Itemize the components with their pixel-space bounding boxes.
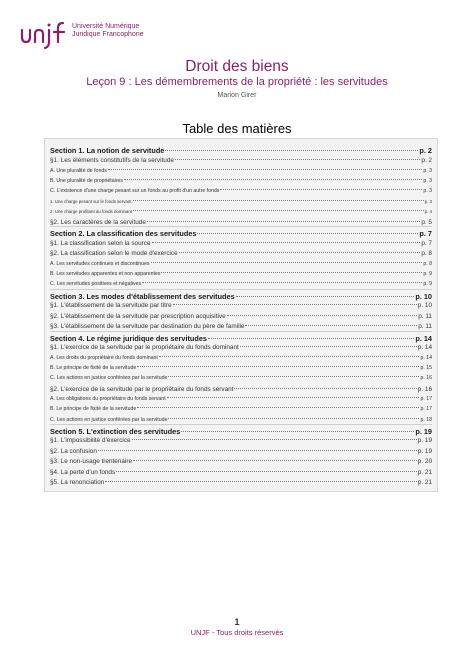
toc-leader-dots — [152, 242, 421, 243]
toc-leader-dots — [165, 150, 418, 151]
toc-leader-dots — [208, 338, 414, 339]
logo-caption — [72, 23, 144, 39]
toc-entry-title: B. Les servitudes apparentes et non apparentes — [50, 270, 161, 277]
toc-entry[interactable] — [50, 250, 432, 257]
toc-entry-page: p. 15 — [420, 365, 432, 371]
toc-entry-page: p. 11 — [418, 313, 432, 320]
toc-entry-page: p. 16 — [417, 385, 432, 393]
toc-entry-page: p. 7 — [419, 229, 432, 238]
toc-leader-dots — [142, 282, 422, 283]
toc-entry-title: C. Les actions en justice conférées par la servitude — [50, 416, 168, 423]
toc-leader-dots — [161, 272, 422, 273]
toc-entry[interactable] — [50, 417, 432, 423]
toc-entry-title: §1. L'établissement de la servitude par titre — [50, 302, 172, 309]
toc-leader-dots — [168, 376, 419, 377]
toc-entry[interactable] — [50, 396, 432, 402]
toc-entry-page: p. 2 — [419, 146, 432, 155]
toc-heading: Table des matières — [182, 121, 292, 136]
toc-entry-title: 1. Une charge pesant sur le fonds servant — [50, 198, 132, 204]
toc-leader-dots — [137, 407, 419, 408]
toc-entry-title: C. Les actions en justice conférées par la servitude — [50, 375, 168, 381]
toc-entry-page: p. 11 — [418, 323, 432, 330]
toc-entry[interactable] — [50, 157, 432, 164]
toc-entry[interactable] — [50, 271, 432, 277]
toc-leader-dots — [240, 346, 417, 347]
toc-entry-title: §2. Les caractères de la servitude — [50, 219, 146, 226]
toc-entry-page: p. 8 — [421, 250, 432, 257]
toc-entry[interactable] — [50, 355, 432, 361]
toc-entry[interactable] — [50, 313, 432, 320]
toc-section-divider — [50, 289, 432, 290]
toc-entry[interactable] — [50, 261, 432, 267]
toc-entry-title: A. Les servitudes continues et discontinues — [50, 260, 150, 267]
toc-leader-dots — [173, 304, 417, 305]
toc-entry-page: p. 14 — [420, 354, 432, 361]
toc-leader-dots — [220, 189, 422, 190]
toc-entry-page: p. 20 — [417, 458, 432, 465]
toc-entry-page: p. 9 — [423, 270, 432, 277]
toc-entry-title: C. Les servitudes positives et négatives — [50, 281, 142, 287]
toc-entry[interactable] — [50, 188, 432, 194]
toc-section-divider — [50, 226, 432, 227]
toc-entry-page: p. 21 — [417, 468, 432, 476]
toc-entry-title: §2. La confusion — [50, 448, 97, 455]
toc-leader-dots — [133, 200, 424, 201]
toc-entry-title: Section 1. La notion de servitude — [50, 146, 165, 155]
document-title: Droit des biens — [185, 58, 289, 75]
toc-entry-title: §2. L'établissement de la servitude par prescription acquisitive — [50, 313, 226, 320]
toc-entry-title: §1. L'impossibilité d'exercice — [50, 437, 131, 444]
toc-entry-title: §3. Le non-usage trentenaire — [50, 458, 133, 465]
toc-entry-page: p. 3 — [423, 167, 432, 174]
toc-entry-page: p. 17 — [420, 396, 432, 402]
toc-entry[interactable] — [50, 323, 432, 330]
toc-leader-dots — [236, 296, 415, 297]
toc-entry[interactable] — [50, 427, 432, 436]
toc-leader-dots — [179, 252, 421, 253]
toc-leader-dots — [147, 221, 420, 222]
toc-leader-dots — [175, 159, 420, 160]
toc-entry[interactable] — [50, 178, 432, 184]
toc-leader-dots — [137, 366, 419, 367]
toc-entry-page: p. 9 — [423, 281, 432, 287]
toc-entry[interactable] — [50, 437, 432, 444]
toc-entry-title: Section 4. Le régime juridique des servitudes — [50, 334, 207, 343]
toc-leader-dots — [108, 169, 423, 170]
toc-entry[interactable] — [50, 219, 432, 226]
toc-entry-page: p. 10 — [415, 292, 432, 301]
toc-entry[interactable] — [50, 365, 432, 371]
toc-entry-page: p. 5 — [421, 219, 432, 226]
toc-entry-title: 2. Une charge profitant au fonds dominant — [50, 209, 133, 214]
toc-entry[interactable] — [50, 469, 432, 476]
toc-entry-page: p. 7 — [421, 240, 432, 247]
logo-line-2: Juridique Francophone — [72, 31, 144, 38]
toc-leader-dots — [167, 397, 420, 398]
toc-entry-title: §4. La perte d'un fonds — [50, 468, 116, 476]
toc-entry-page: p. 8 — [423, 260, 432, 267]
toc-entry-page: p. 4 — [424, 209, 432, 214]
toc-entry-page: p. 19 — [417, 437, 432, 444]
toc-entry-title: A. Les obligations du propriétaire du fonds servant — [50, 396, 166, 402]
toc-entry-page: p. 17 — [420, 406, 432, 412]
toc-entry[interactable] — [50, 229, 432, 238]
toc-entry-title: §2. L'exercice de la servitude par le propriétaire du fonds servant — [50, 385, 234, 393]
toc-entry-title: §1. Les éléments constitutifs de la servitude — [50, 157, 174, 164]
toc-entry-title: §5. La renonciation — [50, 479, 105, 486]
footer-rights: UNJF - Tous droits réservés — [190, 628, 284, 637]
toc-leader-dots — [181, 431, 414, 432]
toc-entry-page: p. 21 — [417, 479, 432, 486]
toc-entry-title: C. L'existence d'une charge pesant sur un fonds au profit d'un autre fonds — [50, 188, 220, 194]
toc-entry-title: A. Une pluralité de fonds — [50, 167, 107, 174]
toc-entry[interactable] — [50, 168, 432, 174]
toc-leader-dots — [234, 388, 416, 389]
toc-leader-dots — [132, 439, 417, 440]
toc-entry-title: §3. L'établissement de la servitude par destination du père de famille — [50, 323, 245, 330]
toc-leader-dots — [245, 325, 417, 326]
toc-entry[interactable] — [50, 146, 432, 155]
toc-entry[interactable] — [50, 458, 432, 465]
toc-section-divider — [50, 424, 432, 425]
toc-leader-dots — [159, 356, 420, 357]
toc-entry-title: B. Une pluralité de propriétaires — [50, 178, 123, 184]
toc-entry-title: Section 3. Les modes d'établissement des servitudes — [50, 292, 235, 301]
toc-leader-dots — [133, 460, 417, 461]
toc-leader-dots — [116, 471, 417, 472]
toc-entry-title: B. Le principe de fixité de la servitude — [50, 406, 137, 412]
toc-entry[interactable] — [50, 240, 432, 247]
toc-entry[interactable] — [50, 281, 432, 287]
page-number: 1 — [234, 617, 240, 627]
toc-entry[interactable] — [50, 344, 432, 351]
toc-entry[interactable] — [50, 199, 432, 204]
toc-entry-title: §1. L'exercice de la servitude par le propriétaire du fonds dominant — [50, 344, 239, 351]
toc-entry-title: Section 5. L'extinction des servitudes — [50, 427, 181, 436]
toc-entry-page: p. 14 — [415, 334, 432, 343]
toc-entry-title: §1. La classification selon la source — [50, 240, 151, 247]
toc-entry-title: Section 2. La classification des servitudes — [50, 229, 197, 238]
toc-entry[interactable] — [50, 209, 432, 214]
toc-entry-page: p. 14 — [417, 344, 432, 351]
toc-leader-dots — [105, 481, 416, 482]
toc-leader-dots — [133, 210, 424, 211]
document-subtitle: Leçon 9 : Les démembrements de la propriété : les servitudes — [86, 76, 388, 88]
toc-leader-dots — [151, 262, 423, 263]
toc-entry-page: p. 2 — [421, 157, 432, 164]
toc-entry-page: p. 3 — [424, 198, 432, 204]
toc-entry-title: A. Les droits du propriétaire du fonds dominant — [50, 354, 158, 361]
toc-entry[interactable] — [50, 479, 432, 486]
toc-entry-title: B. Le principe de fixité de la servitude — [50, 365, 137, 371]
toc-entry[interactable] — [50, 334, 432, 343]
toc-leader-dots — [124, 179, 422, 180]
toc-entry-page: p. 3 — [423, 178, 432, 184]
toc-leader-dots — [98, 450, 417, 451]
document-author: Marion Girer — [217, 92, 257, 99]
toc-entry-page: p. 19 — [415, 427, 432, 436]
toc-entry-page: p. 3 — [423, 188, 432, 194]
toc-entry[interactable] — [50, 448, 432, 455]
toc-entry[interactable] — [50, 406, 432, 412]
toc-entry[interactable] — [50, 375, 432, 381]
toc-entry-page: p. 16 — [420, 375, 432, 381]
toc-entry-page: p. 19 — [417, 448, 432, 455]
toc-entry-page: p. 18 — [420, 416, 432, 423]
toc-leader-dots — [168, 418, 419, 419]
toc-entry[interactable] — [50, 302, 432, 309]
toc-leader-dots — [227, 315, 418, 316]
toc-entry-page: p. 10 — [417, 302, 432, 309]
toc-entry[interactable] — [50, 292, 432, 301]
logo-line-1: Université Numérique — [72, 23, 140, 30]
toc-entry[interactable] — [50, 386, 432, 393]
toc-section-divider — [50, 331, 432, 332]
toc-leader-dots — [197, 233, 418, 234]
toc-entry-title: §2. La classification selon le mode d'exercice — [50, 250, 178, 257]
